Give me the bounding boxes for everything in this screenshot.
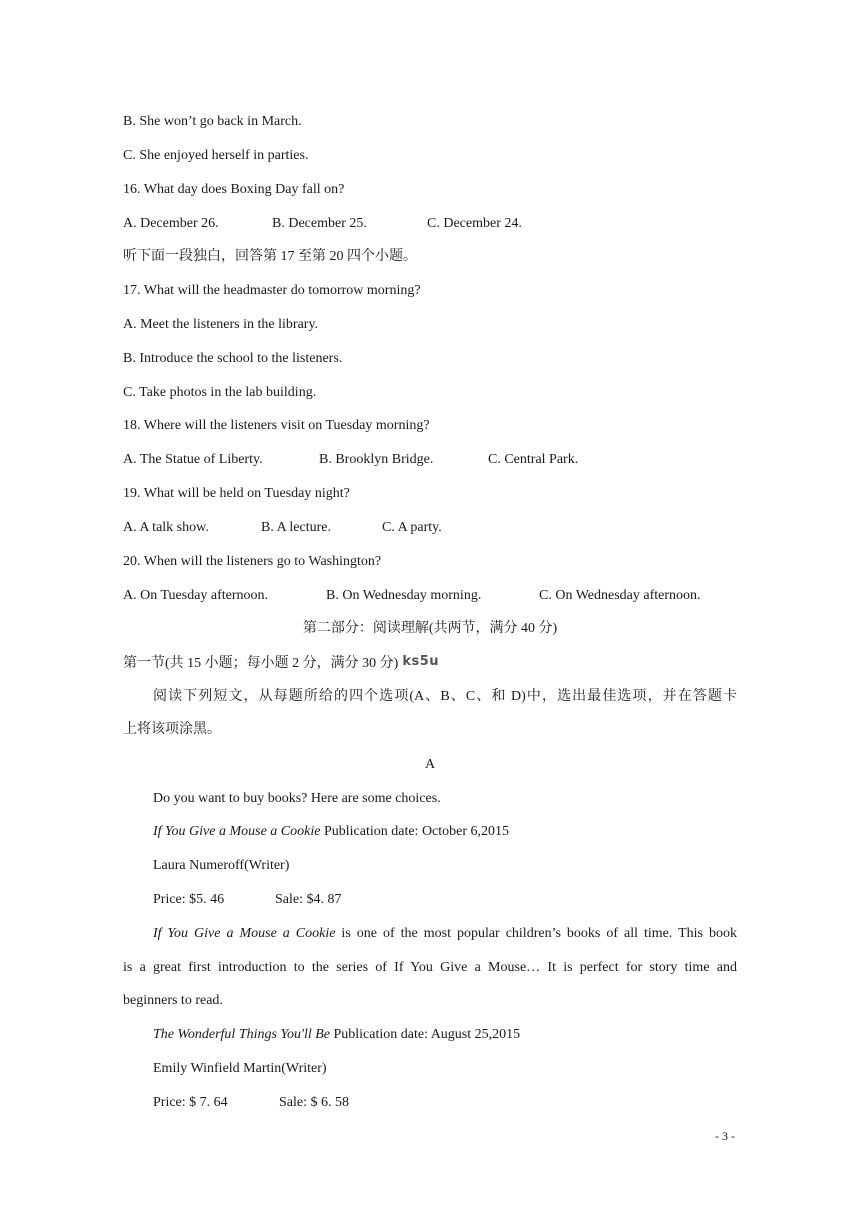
book1-sale: Sale: $4. 87: [275, 892, 342, 907]
reading-instruction-line1: 阅读下列短文，从每题所给的四个选项(A、B、C、和 D)中，选出最佳选项，并在答题卡: [153, 689, 737, 704]
q19-option-a: A. A talk show.: [123, 520, 209, 535]
book1-desc-line2: is a great first introduction to the series of If You Give a Mouse… It is perfect for story time and: [123, 960, 737, 975]
book1-desc-text1: is one of the most popular children’s books of all time. This book: [335, 926, 738, 941]
book1-desc-line3: beginners to read.: [123, 993, 223, 1008]
book2-prices: [153, 1094, 349, 1112]
q17-option-a: A. Meet the listeners in the library.: [123, 317, 319, 332]
q18-option-b: B. Brooklyn Bridge.: [319, 452, 434, 467]
q20-option-c: C. On Wednesday afternoon.: [539, 588, 701, 603]
passage-a-label: A: [424, 757, 436, 772]
q16-options: [123, 215, 522, 233]
book1-title-line: [153, 823, 509, 841]
book2-pub-date: Publication date: August 25,2015: [329, 1027, 521, 1042]
q19-option-c: C. A party.: [382, 520, 442, 535]
book2-price: Price: $ 7. 64: [153, 1095, 228, 1110]
q18-option-a: A. The Statue of Liberty.: [123, 452, 263, 467]
q17-question: 17. What will the headmaster do tomorrow morning?: [123, 283, 421, 298]
book1-writer: Laura Numeroff(Writer): [153, 858, 290, 873]
ks5u-logo: ks5u: [402, 654, 440, 669]
monologue-instruction: 听下面一段独白，回答第 17 至第 20 四个小题。: [123, 249, 417, 264]
q19-question: 19. What will be held on Tuesday night?: [123, 486, 350, 501]
q19-option-b: B. A lecture.: [261, 520, 331, 535]
passage-intro: Do you want to buy books? Here are some choices.: [153, 791, 441, 806]
book1-prices: [153, 891, 342, 909]
q17-option-b: B. Introduce the school to the listeners.: [123, 351, 343, 366]
book2-writer: Emily Winfield Martin(Writer): [153, 1061, 327, 1076]
section1-label: 第一节(共 15 小题；每小题 2 分，满分 30 分): [123, 656, 399, 671]
q15-option-b: B. She won’t go back in March.: [123, 114, 302, 129]
book2-title-line: [153, 1026, 520, 1044]
book1-desc-title: If You Give a Mouse a Cookie: [153, 926, 336, 941]
book1-title: If You Give a Mouse a Cookie: [153, 824, 321, 839]
q20-question: 20. When will the listeners go to Washington?: [123, 554, 382, 569]
reading-instruction-line2: 上将该项涂黑。: [123, 722, 221, 737]
section1-heading: [123, 653, 439, 673]
q18-options: [123, 451, 578, 469]
q16-option-b: B. December 25.: [272, 216, 367, 231]
part2-title: 第二部分：阅读理解(共两节，满分 40 分): [302, 621, 558, 636]
q16-option-c: C. December 24.: [427, 216, 522, 231]
q16-option-a: A. December 26.: [123, 216, 219, 231]
q16-question: 16. What day does Boxing Day fall on?: [123, 182, 345, 197]
book1-price: Price: $5. 46: [153, 892, 225, 907]
page-number: - 3 -: [715, 1129, 735, 1143]
q19-options: [123, 519, 442, 537]
q17-option-c: C. Take photos in the lab building.: [123, 385, 317, 400]
q15-option-c: C. She enjoyed herself in parties.: [123, 148, 309, 163]
book2-sale: Sale: $ 6. 58: [279, 1095, 349, 1110]
book2-title: The Wonderful Things You'll Be: [153, 1027, 330, 1042]
q18-option-c: C. Central Park.: [488, 452, 579, 467]
q18-question: 18. Where will the listeners visit on Tuesday morning?: [123, 418, 430, 433]
q20-option-a: A. On Tuesday afternoon.: [123, 588, 269, 603]
q20-options: [123, 587, 701, 605]
book1-pub-date: Publication date: October 6,2015: [320, 824, 510, 839]
book1-desc-line1: [153, 925, 737, 943]
q20-option-b: B. On Wednesday morning.: [326, 588, 482, 603]
